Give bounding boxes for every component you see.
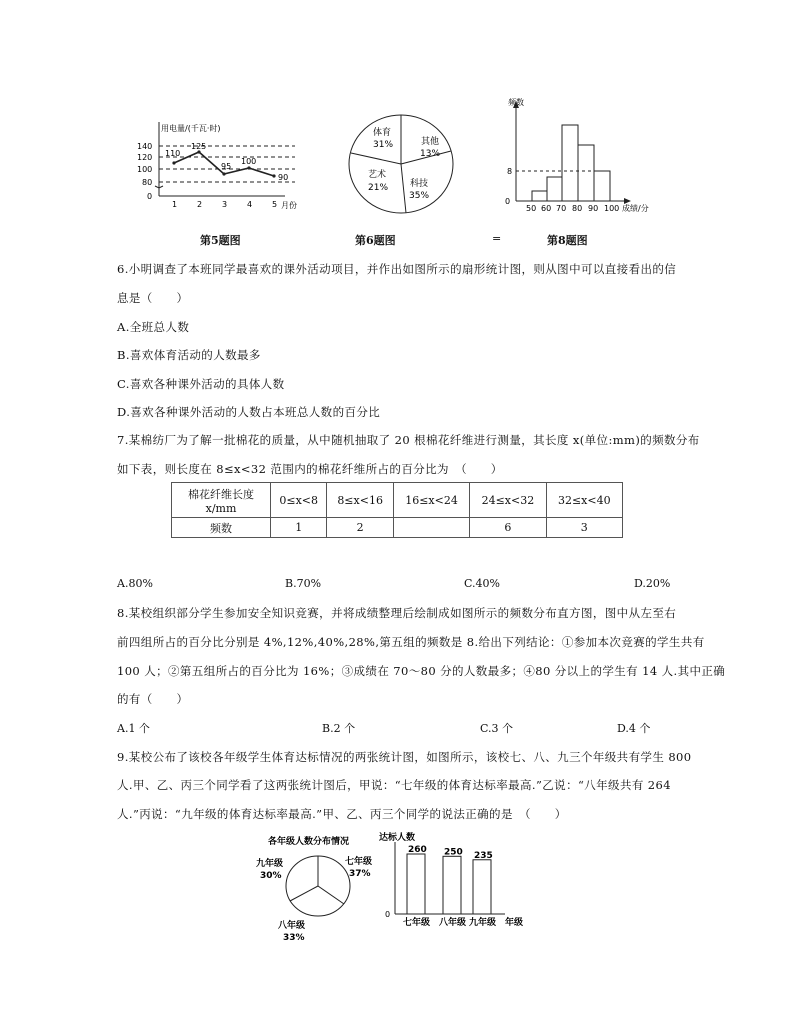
fig5-xtick: 2 xyxy=(197,200,203,209)
fig5-point-3 xyxy=(222,172,225,175)
fig6-slice-name: 体育 xyxy=(373,128,392,138)
fig9-slice-name: 九年级 xyxy=(256,859,284,869)
table-cell: 0≤x<8 xyxy=(271,483,327,518)
fig5-ytick: 0 xyxy=(147,192,153,201)
fig9-bar xyxy=(473,860,491,914)
fig9-slice-pct: 37% xyxy=(349,869,371,879)
fig9-category-label: 八年级 xyxy=(439,918,467,928)
q9-stem-line2: 人.甲、乙、丙三个同学看了这两张统计图后，甲说：“七年级的体育达标率最高.”乙说：“八年级共有 264 xyxy=(117,778,671,792)
fig5-xtick: 4 xyxy=(247,200,253,209)
q7-option-c: C.40% xyxy=(464,577,500,590)
q6-option-d: D.喜欢各种课外活动的人数占本班总人数的百分比 xyxy=(117,405,381,419)
fig6-slice-name: 艺术 xyxy=(368,170,387,180)
fig9-xlabel: 年级 xyxy=(505,918,524,928)
fig8-xtick: 60 xyxy=(541,204,552,213)
fig6-slice-pct: 21% xyxy=(368,183,389,193)
q6-stem-line1: 6.小明调查了本班同学最喜欢的课外活动项目，并作出如图所示的扇形统计图，则从图中可以直接看出的信 xyxy=(117,262,677,276)
fig5-data-label: 100 xyxy=(241,157,257,166)
table-cell: 2 xyxy=(327,518,393,538)
fig5-ytick: 140 xyxy=(137,142,153,151)
table-cell: 6 xyxy=(470,518,546,538)
fig5-ytick: 100 xyxy=(137,165,153,174)
q9-stem-line1: 9.某校公布了该校各年级学生体育达标情况的两张统计图，如图所示，该校七、八、九三个年级共有学生 800 xyxy=(117,750,692,764)
q7-frequency-table xyxy=(171,482,623,538)
fig9-data-label: 250 xyxy=(444,847,463,858)
fig9-slice-pct: 33% xyxy=(283,933,305,943)
table-header-row xyxy=(172,483,623,518)
fig5-data-label: 110 xyxy=(165,149,181,158)
fig9-category-label: 九年级 xyxy=(469,918,497,928)
fig8-bar-90-100 xyxy=(594,171,610,201)
table-cell: 8≤x<16 xyxy=(327,483,393,518)
fig9-pie-title: 各年级人数分布情况 xyxy=(268,837,350,847)
fig9-slice-edge xyxy=(318,886,344,904)
table-cell xyxy=(393,518,469,538)
fig8-xtick: 80 xyxy=(572,204,583,213)
fig8-bar-60-70 xyxy=(547,177,562,201)
q6-option-c: C.喜欢各种课外活动的具体人数 xyxy=(117,377,285,391)
q8-option-a: A.1 个 xyxy=(117,722,150,735)
fig6-slice-pct: 13% xyxy=(420,149,441,159)
fig8-xtick: 50 xyxy=(526,204,537,213)
fig8-y-mark: 8 xyxy=(507,167,513,176)
fig5-data-label: 125 xyxy=(191,142,207,151)
q9-stem-line3: 人.”丙说：“九年级的体育达标率最高.”甲、乙、丙三个同学的说法正确的是 （ ） xyxy=(117,807,567,821)
fig6-slice-pct: 35% xyxy=(409,191,430,201)
table-cell: 16≤x<24 xyxy=(393,483,469,518)
fig9-origin: 0 xyxy=(385,910,391,919)
fig9-pie-chart xyxy=(250,832,385,944)
table-row xyxy=(172,518,623,538)
fig9-slice-name: 七年级 xyxy=(345,857,373,867)
q6-stem-line2: 息是（ ） xyxy=(117,291,189,305)
fig5-xlabel: 月份 xyxy=(281,201,297,210)
table-cell: 3 xyxy=(546,518,622,538)
fig8-bar-80-90 xyxy=(578,145,594,201)
fig9-slice-edge xyxy=(290,886,318,901)
fig9-data-label: 260 xyxy=(408,845,427,855)
fig9-data-label: 235 xyxy=(474,850,493,861)
q6-option-b: B.喜欢体育活动的人数最多 xyxy=(117,348,261,362)
fig5-point-5 xyxy=(272,174,275,177)
fig5-xtick: 1 xyxy=(172,200,178,209)
fig8-xtick: 90 xyxy=(588,204,599,213)
fig8-bar-50-60 xyxy=(532,191,547,201)
table-cell: 32≤x<40 xyxy=(546,483,622,518)
fig5-point-4 xyxy=(247,166,250,169)
q8-stem-line3: 100 人；②第五组所占的百分比为 16%；③成绩在 70～80 分的人数最多；④80 分以上的学生有 14 人.其中正确 xyxy=(117,664,726,678)
table-cell: 24≤x<32 xyxy=(470,483,546,518)
fig8-ylabel: 频数 xyxy=(508,98,524,107)
fig9-slice-pct: 30% xyxy=(260,871,282,881)
fig6-caption: 第6题图 xyxy=(355,234,396,247)
fig5-xtick: 5 xyxy=(272,200,278,209)
fig6-slice-name: 科技 xyxy=(410,179,429,189)
fig9-bar xyxy=(407,854,425,914)
fig5-xtick: 3 xyxy=(222,200,228,209)
fig6-pie-chart xyxy=(346,113,461,217)
q7-option-b: B.70% xyxy=(285,577,322,590)
q8-option-d: D.4 个 xyxy=(617,722,651,735)
fig9-slice-name: 八年级 xyxy=(278,921,306,931)
fig6-slice-edge xyxy=(351,153,401,164)
table-cell: 棉花纤维长度 x/mm xyxy=(172,483,271,518)
fig9-bar-chart xyxy=(377,830,537,932)
fig8-xtick: 70 xyxy=(556,204,567,213)
q8-option-b: B.2 个 xyxy=(322,722,356,735)
fig5-line-chart xyxy=(135,116,305,216)
q8-stem-line1: 8.某校组织部分学生参加安全知识竞赛，并将成绩整理后绘制成如图所示的频数分布直方图，图中从左至右 xyxy=(117,606,677,620)
fig9-ylabel: 达标人数 xyxy=(379,833,416,843)
fig6-slice-pct: 31% xyxy=(373,140,394,150)
fig9-category-label: 七年级 xyxy=(403,918,431,928)
q6-option-a: A.全班总人数 xyxy=(117,320,190,334)
fig8-xtick: 100 xyxy=(604,204,620,213)
q7-stem-line1: 7.某棉纺厂为了解一批棉花的质量，从中随机抽取了 20 根棉花纤维进行测量，其长度 x(单位:mm)的频数分布 xyxy=(117,433,700,447)
fig5-data-label: 95 xyxy=(221,162,232,171)
fig8-histogram xyxy=(500,93,665,219)
fig6-slice-edge xyxy=(401,164,406,213)
fig8-caption: 第8题图 xyxy=(547,234,588,247)
fig5-point-1 xyxy=(172,161,175,164)
fig9-bar xyxy=(443,856,461,914)
q8-stem-line4: 的有（ ） xyxy=(117,692,189,706)
fig5-data-label: 90 xyxy=(278,173,289,182)
q7-option-d: D.20% xyxy=(634,577,671,590)
q8-option-c: C.3 个 xyxy=(480,722,514,735)
table-cell: 1 xyxy=(271,518,327,538)
fig8-origin: 0 xyxy=(505,197,511,206)
table-cell: 频数 xyxy=(172,518,271,538)
fig5-caption: 第5题图 xyxy=(200,234,241,247)
fig8-xlabel: 成绩/分 xyxy=(622,204,649,213)
q7-option-a: A.80% xyxy=(117,577,153,590)
q8-stem-line2: 前四组所占的百分比分别是 4%,12%,40%,28%,第五组的频数是 8.给出下列结论：①参加本次竞赛的学生共有 xyxy=(117,635,705,649)
q7-stem-line2: 如下表，则长度在 8≤x<32 范围内的棉花纤维所占的百分比为 （ ） xyxy=(117,462,503,476)
fig5-ytick: 80 xyxy=(142,178,153,187)
fig5-ylabel: 用电量/(千瓦·时) xyxy=(161,124,221,133)
fig6-slice-name: 其他 xyxy=(421,137,440,147)
fig8-bar-70-80 xyxy=(562,125,578,201)
fig5-ytick: 120 xyxy=(137,153,153,162)
stray-mark: = xyxy=(492,232,502,245)
